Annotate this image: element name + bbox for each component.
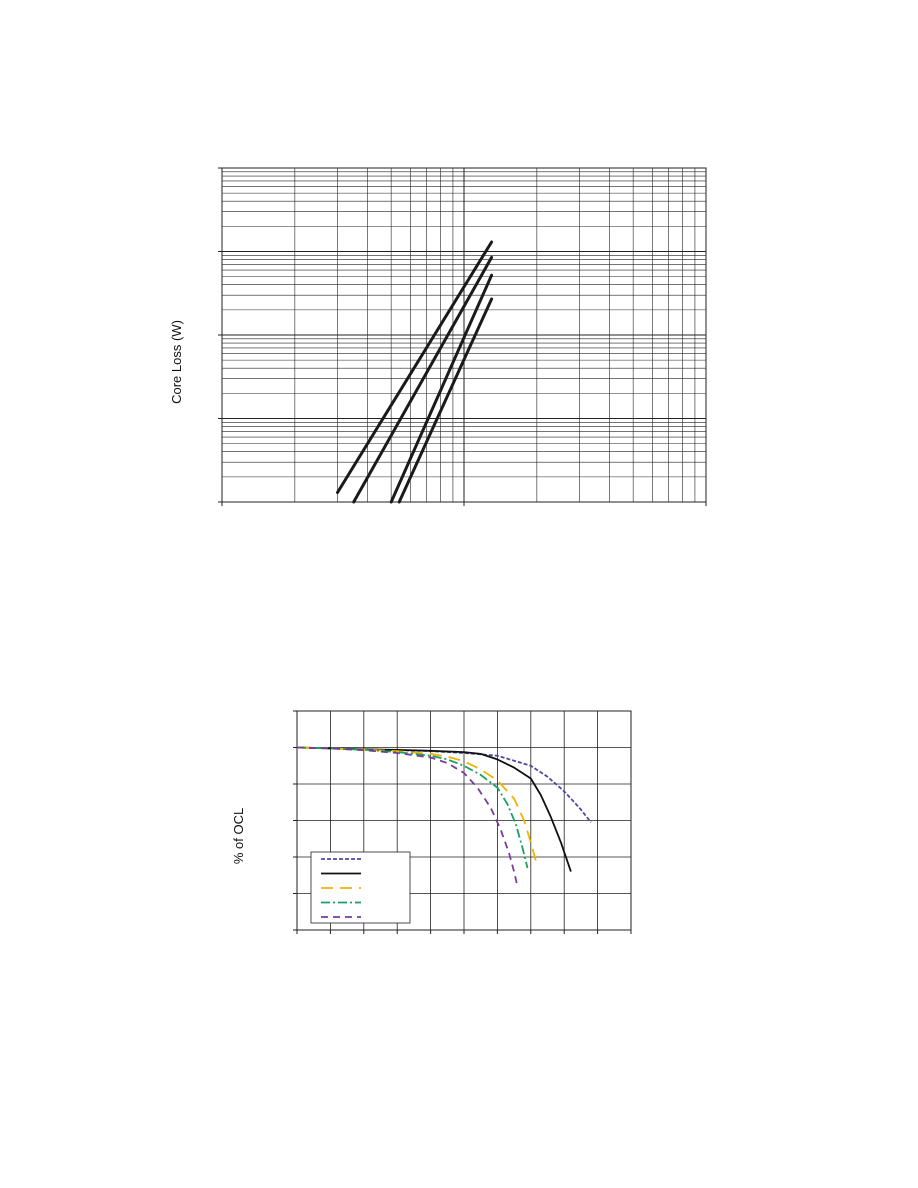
core-loss-chart xyxy=(169,168,706,506)
ocl-legend xyxy=(311,852,410,923)
ocl-chart xyxy=(231,711,631,934)
core-loss-y-axis-label: Core Loss (W) xyxy=(169,320,184,404)
ocl-y-axis-label: % of OCL xyxy=(231,807,246,865)
